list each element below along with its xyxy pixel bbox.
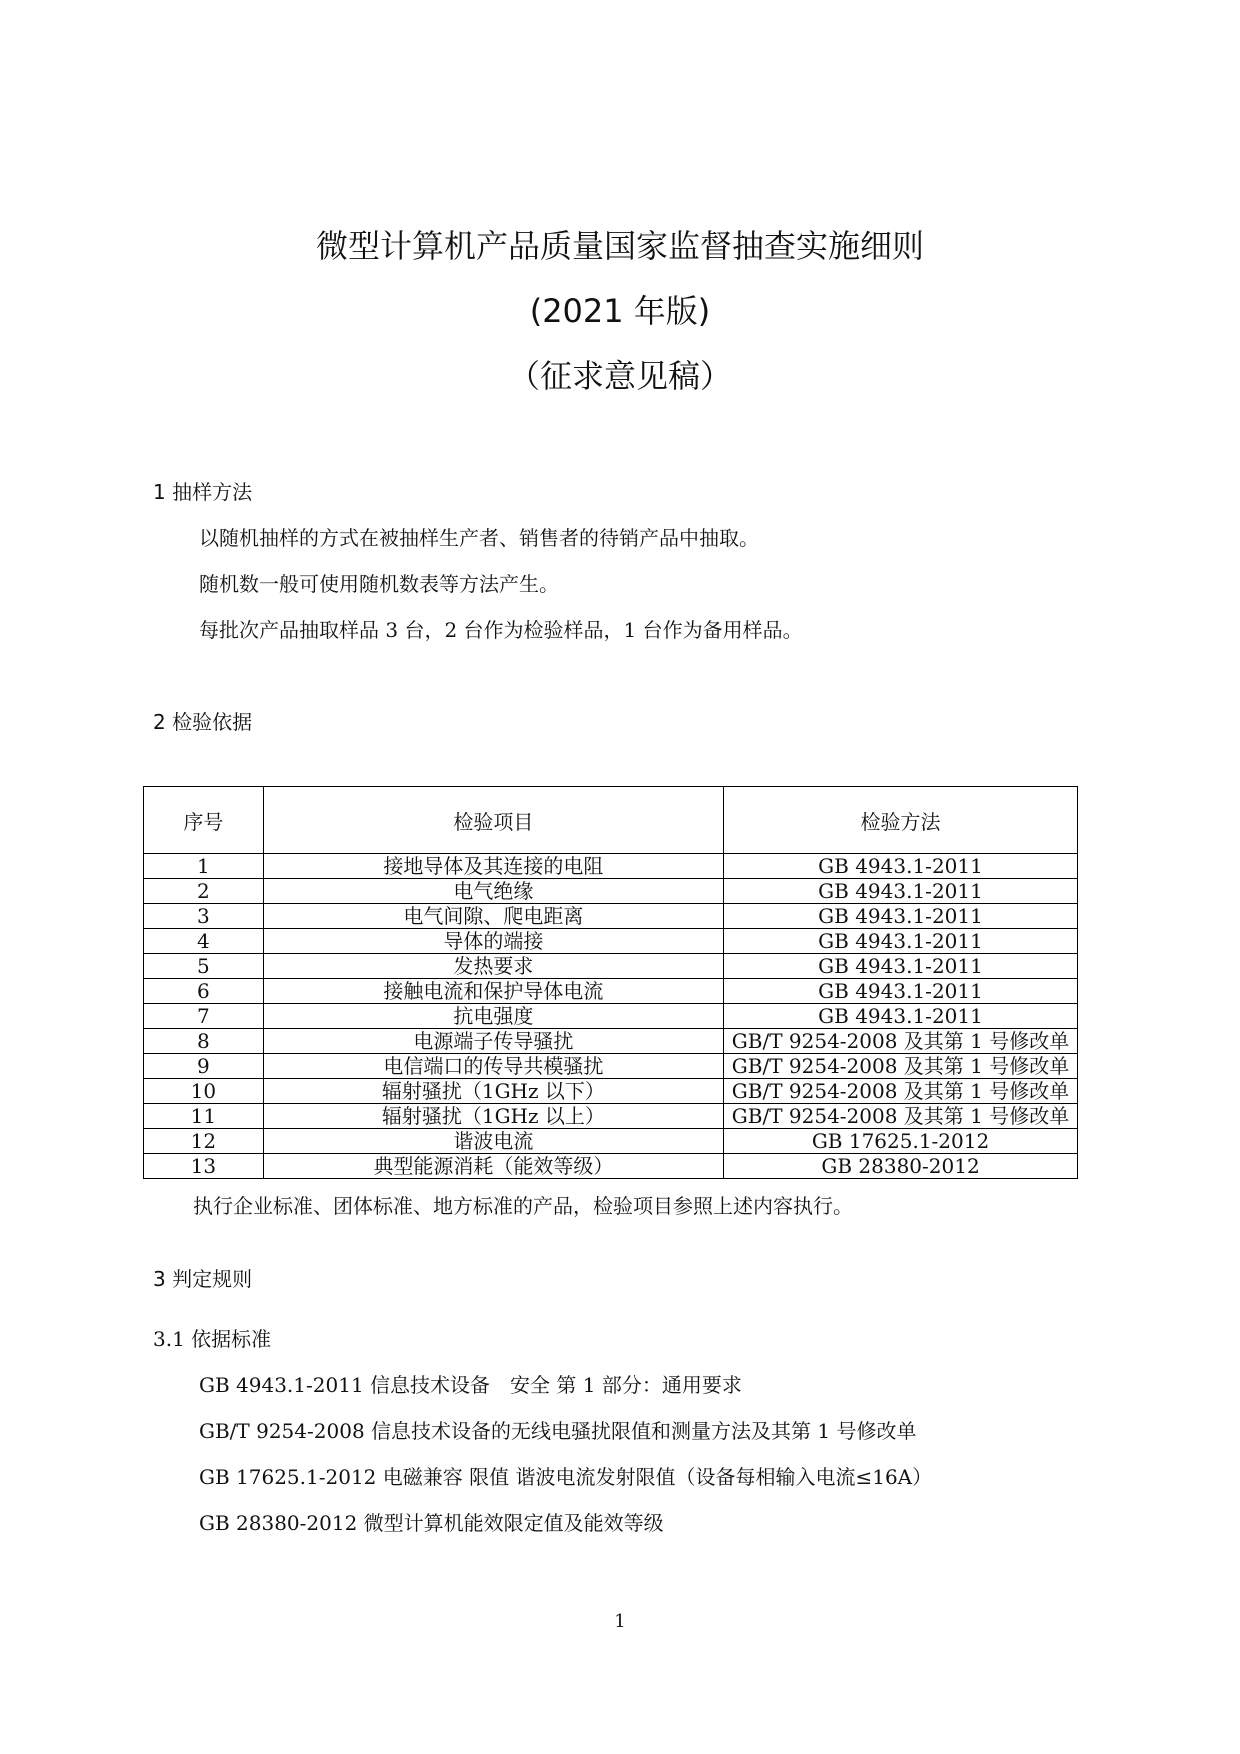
cell-method: GB 4943.1-2011 [724,904,1078,929]
cell-method: GB 17625.1-2012 [724,1129,1078,1154]
cell-method: GB 4943.1-2011 [724,954,1078,979]
cell-seq: 2 [144,879,264,904]
standard-item: GB/T 9254-2008 信息技术设备的无线电骚扰限值和测量方法及其第 1 号修改单 [199,1419,917,1443]
cell-seq: 3 [144,904,264,929]
standard-item: GB 4943.1-2011 信息技术设备 安全 第 1 部分：通用要求 [199,1373,742,1397]
cell-method: GB/T 9254-2008 及其第 1 号修改单 [724,1029,1078,1054]
cell-seq: 4 [144,929,264,954]
standard-item: GB 28380-2012 微型计算机能效限定值及能效等级 [199,1511,664,1535]
section-1-paragraph-3: 每批次产品抽取样品 3 台，2 台作为检验样品，1 台作为备用样品。 [199,618,803,642]
cell-seq: 10 [144,1079,264,1104]
cell-item: 典型能源消耗（能效等级） [263,1154,723,1179]
cell-method: GB 28380-2012 [724,1154,1078,1179]
cell-item: 谐波电流 [263,1129,723,1154]
cell-seq: 6 [144,979,264,1004]
section-3-1-heading: 3.1 依据标准 [153,1327,272,1351]
cell-seq: 7 [144,1004,264,1029]
cell-seq: 1 [144,854,264,879]
table-row [144,1004,1078,1029]
header-seq: 序号 [144,787,264,854]
cell-item: 接触电流和保护导体电流 [263,979,723,1004]
cell-seq: 8 [144,1029,264,1054]
cell-method: GB 4943.1-2011 [724,879,1078,904]
table-header-row [144,787,1078,854]
document-edition: (2021 年版) [529,292,711,330]
cell-item: 抗电强度 [263,1004,723,1029]
cell-method: GB 4943.1-2011 [724,1004,1078,1029]
section-2-note: 执行企业标准、团体标准、地方标准的产品，检验项目参照上述内容执行。 [193,1194,853,1218]
table-row [144,1129,1078,1154]
cell-item: 导体的端接 [263,929,723,954]
table-row [144,1104,1078,1129]
table-row [144,1079,1078,1104]
cell-item: 辐射骚扰（1GHz 以上） [263,1104,723,1129]
table-row [144,1154,1078,1179]
section-1-paragraph-1: 以随机抽样的方式在被抽样生产者、销售者的待销产品中抽取。 [199,526,759,550]
cell-method: GB 4943.1-2011 [724,929,1078,954]
table-row [144,1029,1078,1054]
table-row [144,954,1078,979]
cell-item: 辐射骚扰（1GHz 以下） [263,1079,723,1104]
cell-item: 电源端子传导骚扰 [263,1029,723,1054]
section-2-heading: 2 检验依据 [153,710,253,734]
section-1-heading: 1 抽样方法 [153,480,253,504]
inspection-table [143,786,1078,1179]
table-row [144,854,1078,879]
cell-seq: 9 [144,1054,264,1079]
cell-method: GB/T 9254-2008 及其第 1 号修改单 [724,1054,1078,1079]
table-row [144,879,1078,904]
cell-method: GB 4943.1-2011 [724,979,1078,1004]
cell-seq: 12 [144,1129,264,1154]
document-title: 微型计算机产品质量国家监督抽查实施细则 [315,227,924,265]
cell-method: GB/T 9254-2008 及其第 1 号修改单 [724,1104,1078,1129]
table-row [144,979,1078,1004]
cell-seq: 13 [144,1154,264,1179]
document-status: （征求意见稿） [507,357,732,395]
cell-item: 发热要求 [263,954,723,979]
cell-item: 接地导体及其连接的电阻 [263,854,723,879]
section-3-heading: 3 判定规则 [153,1267,253,1291]
header-item: 检验项目 [263,787,723,854]
cell-item: 电气绝缘 [263,879,723,904]
cell-item: 电信端口的传导共模骚扰 [263,1054,723,1079]
cell-method: GB 4943.1-2011 [724,854,1078,879]
cell-method: GB/T 9254-2008 及其第 1 号修改单 [724,1079,1078,1104]
cell-seq: 5 [144,954,264,979]
standard-item: GB 17625.1-2012 电磁兼容 限值 谐波电流发射限值（设备每相输入电流≤16A） [199,1465,933,1489]
section-1-paragraph-2: 随机数一般可使用随机数表等方法产生。 [199,572,559,596]
table-row [144,929,1078,954]
cell-seq: 11 [144,1104,264,1129]
page-number: 1 [614,1611,626,1632]
cell-item: 电气间隙、爬电距离 [263,904,723,929]
header-method: 检验方法 [724,787,1078,854]
table-row [144,904,1078,929]
table-row [144,1054,1078,1079]
